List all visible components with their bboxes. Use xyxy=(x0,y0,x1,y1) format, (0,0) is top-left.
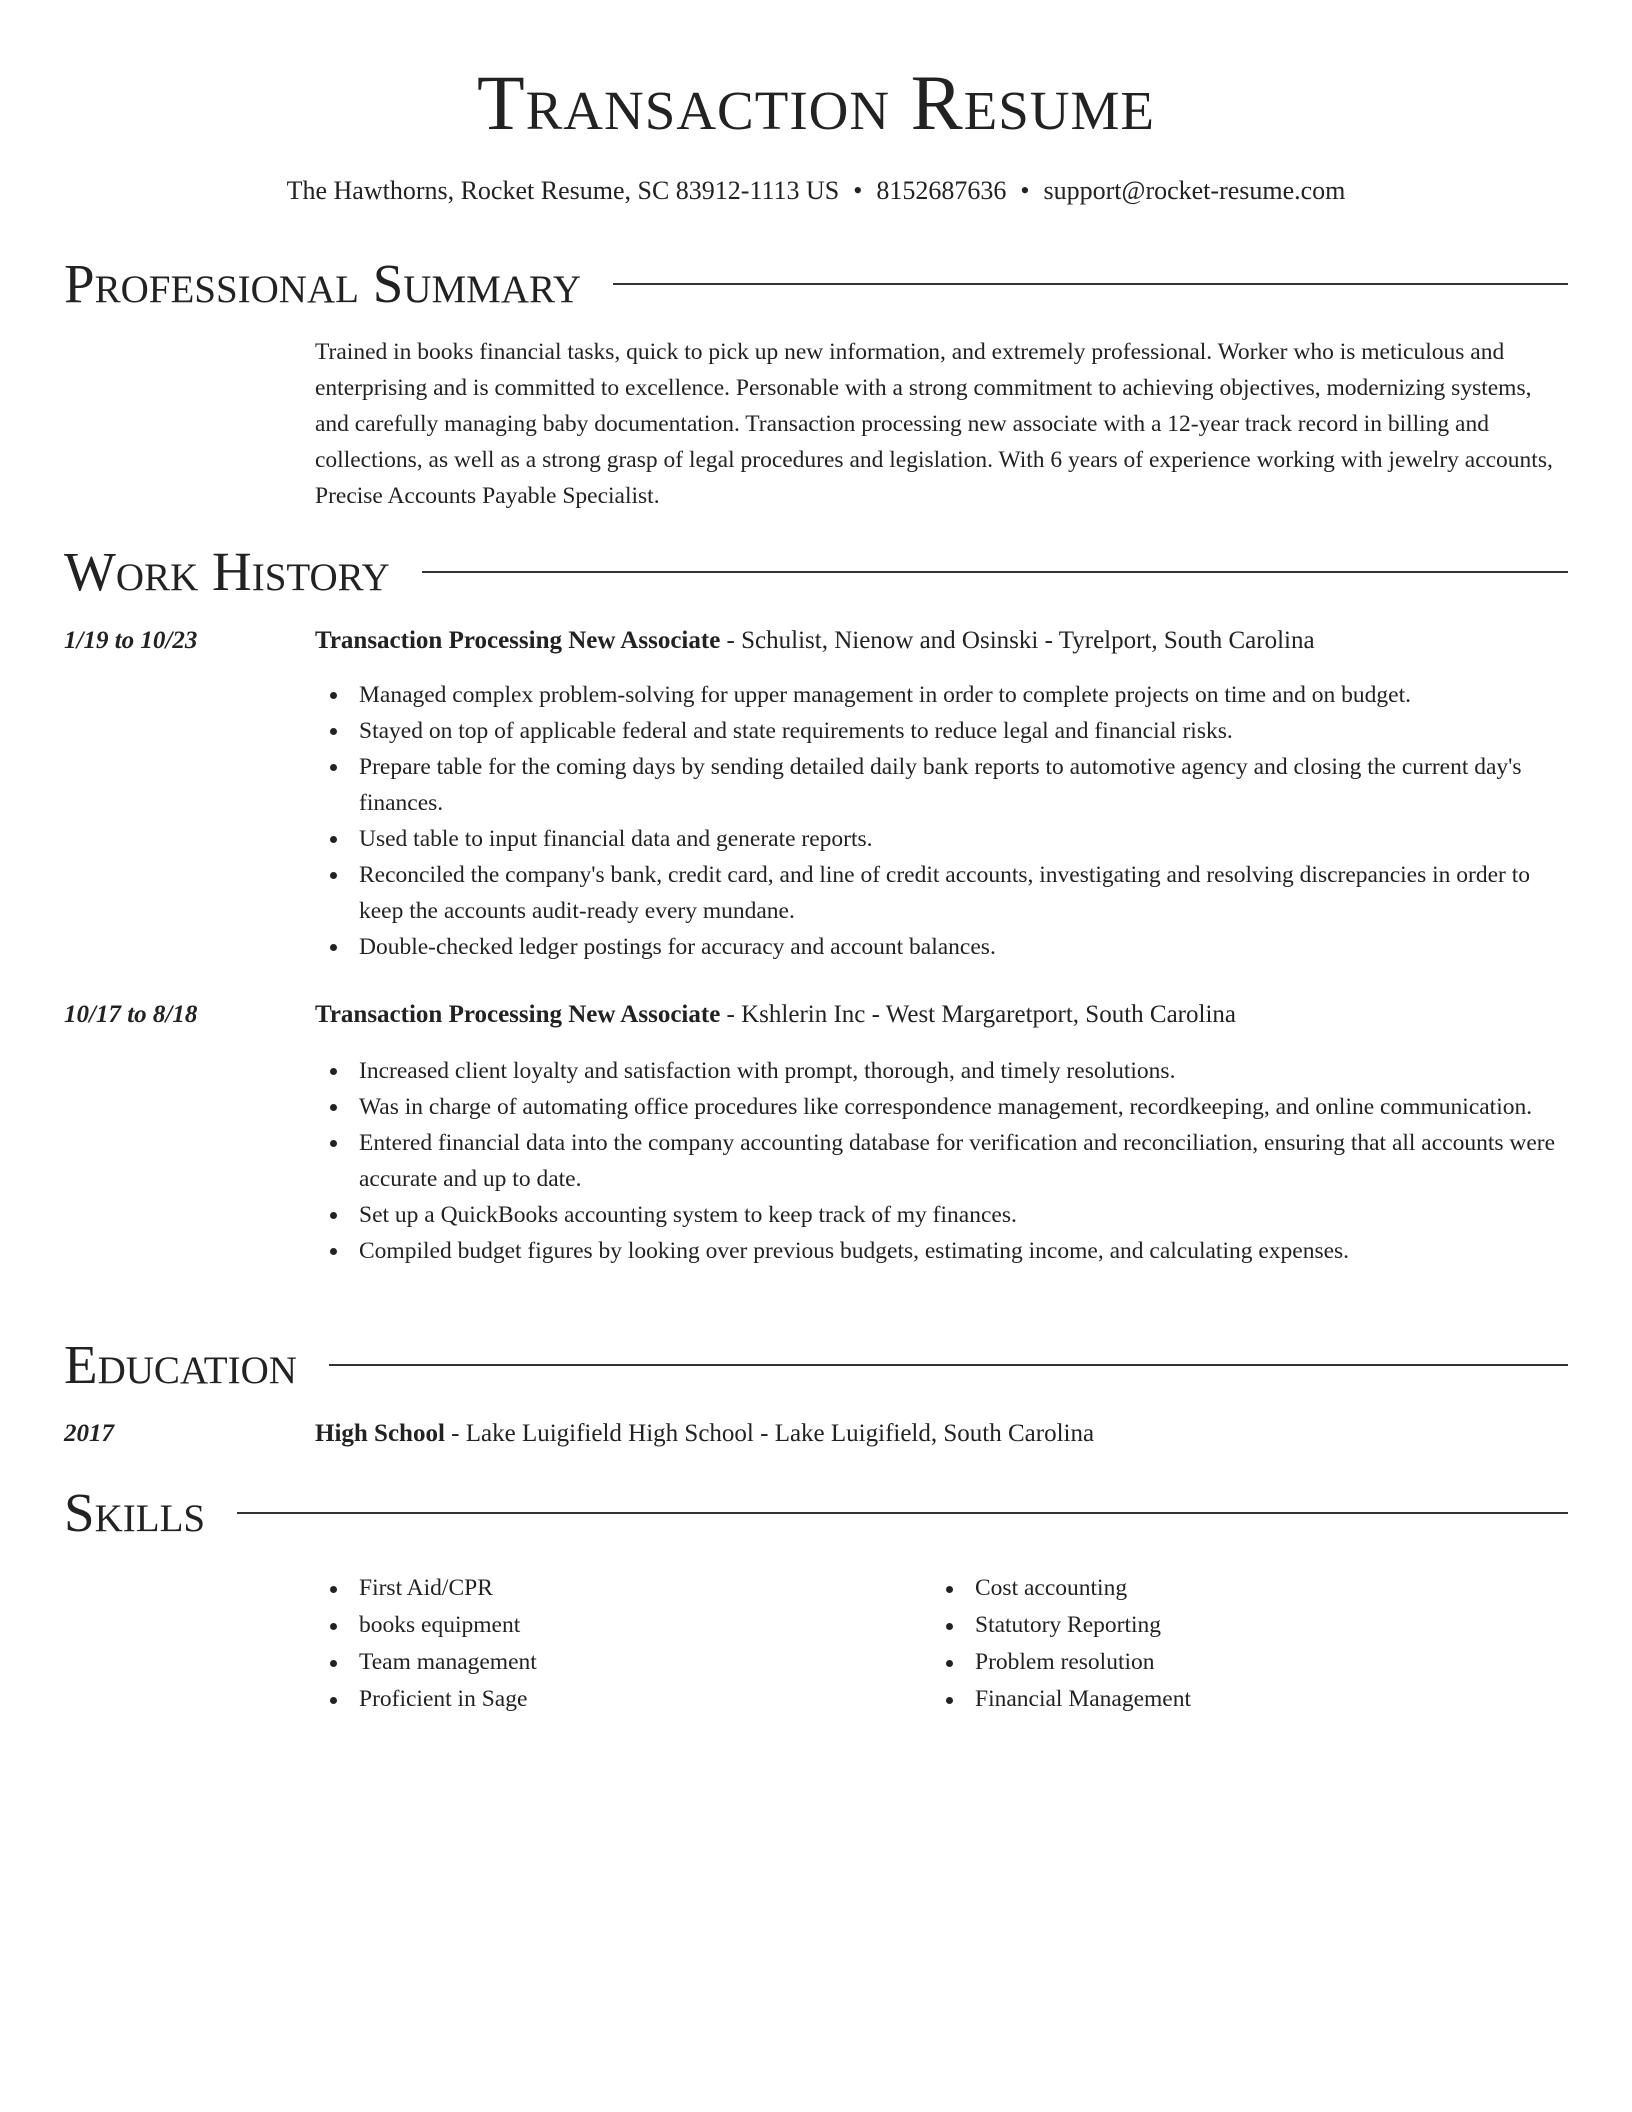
section-title: Education xyxy=(64,1334,297,1395)
list-item: Reconciled the company's bank, credit card, and line of credit accounts, investigating and resolving discrepancies in order to keep the accounts audit-ready every mundane. xyxy=(359,857,1568,929)
list-item: Stayed on top of applicable federal and state requirements to reduce legal and financial risks. xyxy=(359,713,1568,749)
job-position: Transaction Processing New Associate xyxy=(315,1001,721,1028)
skill-item: First Aid/CPR xyxy=(359,1570,875,1607)
skill-item: Problem resolution xyxy=(975,1644,1491,1681)
job-heading xyxy=(315,998,1568,1032)
list-item: Was in charge of automating office procedures like correspondence management, recordkeeping, and online communication. xyxy=(359,1089,1568,1125)
job-bullets xyxy=(315,1053,1568,1269)
contact-separator: • xyxy=(1020,176,1030,205)
summary-text: Trained in books financial tasks, quick to pick up new information, and extremely professional. Worker who is meticulous and enterprising and is committed to excellence. Personable with a strong commitment to achieving objectives, modernizing systems, and carefully managing baby documentation. Transaction processing new associate with a 12-year track record in billing and collections, as well as a strong grasp of legal procedures and legislation. With 6 years of experience working with jewelry accounts, Precise Accounts Payable Specialist. xyxy=(315,339,1553,509)
section-title: Work History xyxy=(64,541,390,602)
section-title: Skills xyxy=(64,1482,206,1543)
education-degree: High School xyxy=(315,1420,445,1447)
list-item: Managed complex problem-solving for upper management in order to complete projects on time and on budget. xyxy=(359,677,1568,713)
education-heading xyxy=(315,1417,1568,1451)
contact-email: support@rocket-resume.com xyxy=(1043,176,1346,205)
job-dates: 10/17 to 8/18 xyxy=(64,1001,198,1028)
contact-separator: • xyxy=(853,176,863,205)
section-rule xyxy=(329,1364,1568,1366)
section-header-skills xyxy=(64,1481,1568,1545)
section-header-summary xyxy=(64,252,1568,316)
job-position: Transaction Processing New Associate xyxy=(315,627,721,654)
list-item: Prepare table for the coming days by sending detailed daily bank reports to automotive agency and closing the current day's finances. xyxy=(359,749,1568,821)
skill-item: Team management xyxy=(359,1644,875,1681)
skill-item: Proficient in Sage xyxy=(359,1681,875,1718)
education-year: 2017 xyxy=(64,1420,114,1447)
list-item: Compiled budget figures by looking over previous budgets, estimating income, and calculating expenses. xyxy=(359,1233,1568,1269)
section-rule xyxy=(237,1512,1568,1514)
job-details: - Schulist, Nienow and Osinski - Tyrelport, South Carolina xyxy=(720,627,1315,654)
section-header-work-history xyxy=(64,540,1568,604)
section-title: Professional Summary xyxy=(64,253,582,314)
education-details: - Lake Luigifield High School - Lake Luigifield, South Carolina xyxy=(444,1420,1095,1447)
list-item: Increased client loyalty and satisfaction with prompt, thorough, and timely resolutions. xyxy=(359,1053,1568,1089)
contact-line xyxy=(0,174,1632,208)
skill-item: Cost accounting xyxy=(975,1570,1491,1607)
list-item: Used table to input financial data and generate reports. xyxy=(359,821,1568,857)
section-header-education xyxy=(64,1333,1568,1397)
job-details: - Kshlerin Inc - West Margaretport, South Carolina xyxy=(720,1001,1236,1028)
list-item: Double-checked ledger postings for accuracy and account balances. xyxy=(359,929,1568,965)
job-heading xyxy=(315,624,1568,658)
contact-address: The Hawthorns, Rocket Resume, SC 83912-1113 US xyxy=(286,176,840,205)
section-rule xyxy=(613,283,1568,285)
contact-phone: 8152687636 xyxy=(876,176,1007,205)
skill-item: books equipment xyxy=(359,1607,875,1644)
resume-name: Transaction Resume xyxy=(476,59,1156,146)
job-bullets xyxy=(315,677,1568,965)
skills-list-left xyxy=(315,1570,875,1718)
section-rule xyxy=(422,571,1568,573)
job-dates: 1/19 to 10/23 xyxy=(64,627,198,654)
skills-list-right xyxy=(931,1570,1491,1718)
skill-item: Statutory Reporting xyxy=(975,1607,1491,1644)
list-item: Entered financial data into the company accounting database for verification and reconciliation, ensuring that all accounts were accurate and up to date. xyxy=(359,1125,1568,1197)
skill-item: Financial Management xyxy=(975,1681,1491,1718)
list-item: Set up a QuickBooks accounting system to keep track of my finances. xyxy=(359,1197,1568,1233)
